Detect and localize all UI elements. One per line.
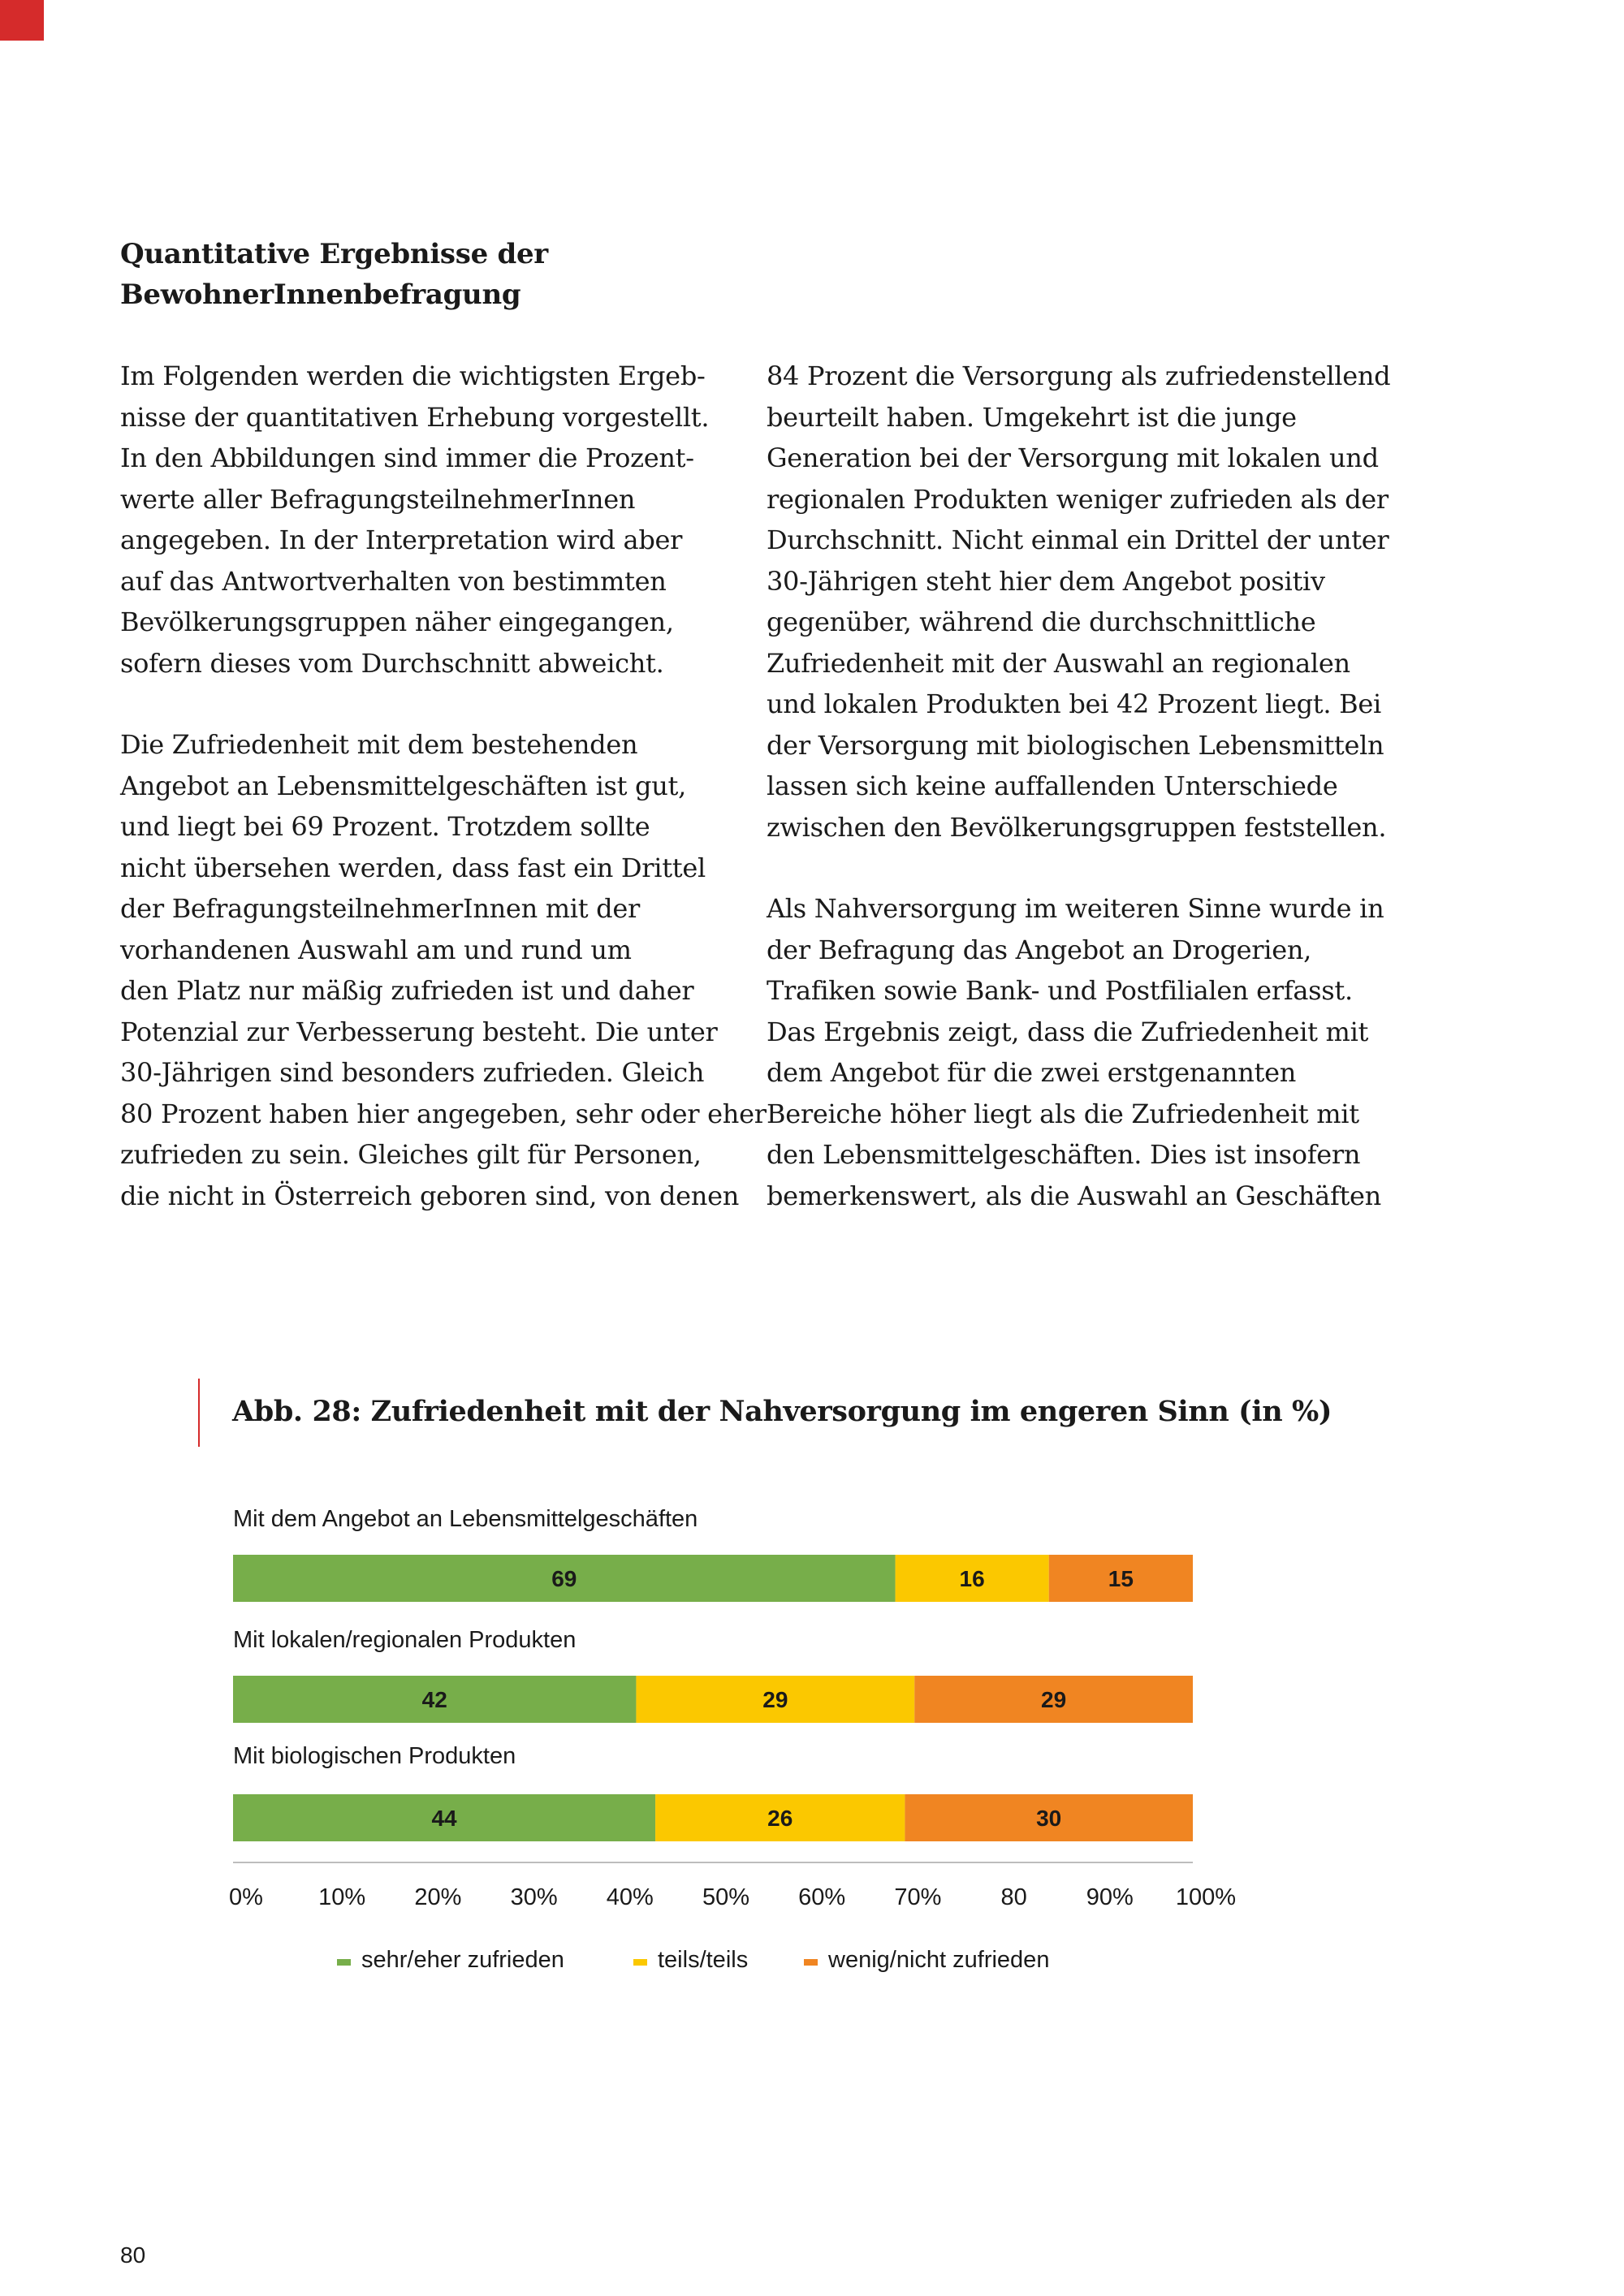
category-label: Mit lokalen/regionalen Produkten	[233, 1627, 577, 1653]
text-line: werte aller BefragungsteilnehmerInnen	[120, 483, 636, 515]
text-line: die nicht in Österreich geboren sind, von denen	[120, 1180, 740, 1211]
text-line: bemerkenswert, als die Auswahl an Geschäften	[767, 1180, 1381, 1211]
text-line: dem Angebot für die zwei erstgenannten	[767, 1057, 1297, 1088]
text-line: 80 Prozent haben hier angegeben, sehr oder eher	[120, 1098, 767, 1129]
text-line: zufrieden zu sein. Gleiches gilt für Personen,	[120, 1139, 702, 1170]
text-line: nicht übersehen werden, dass fast ein Drittel	[120, 852, 706, 883]
text-line: 30-Jährigen sind besonders zufrieden. Gleich	[120, 1057, 705, 1088]
text-line: den Platz nur mäßig zufrieden ist und daher	[120, 975, 694, 1006]
data-label: 30	[1036, 1806, 1062, 1831]
text-line: In den Abbildungen sind immer die Prozent-	[120, 442, 694, 473]
text-line: lassen sich keine auffallenden Unterschiede	[767, 770, 1338, 801]
text-line: Generation bei der Versorgung mit lokalen und	[767, 442, 1379, 473]
text-line: und liegt bei 69 Prozent. Trotzdem sollte	[120, 811, 650, 842]
data-label: 29	[762, 1687, 788, 1712]
legend-label: teils/teils	[658, 1947, 749, 1973]
tick-label: 100%	[1175, 1884, 1237, 1910]
legend-swatch	[633, 1959, 647, 1966]
text-line: Zufriedenheit mit der Auswahl an regionalen	[767, 647, 1350, 679]
text-line: Trafiken sowie Bank- und Postfilialen erfasst.	[767, 975, 1353, 1006]
figure-title: Abb. 28: Zufriedenheit mit der Nahversorgung im engeren Sinn (in %)	[232, 1395, 1332, 1428]
text-line: nisse der quantitativen Erhebung vorgestellt.	[120, 401, 710, 433]
tick-label: 80	[1000, 1884, 1027, 1910]
data-label: 69	[551, 1566, 577, 1591]
data-label: 42	[421, 1687, 447, 1712]
text-line: vorhandenen Auswahl am und rund um	[120, 934, 632, 965]
tick-label: 50%	[702, 1884, 750, 1910]
text-line: 84 Prozent die Versorgung als zufriedenstellend	[767, 360, 1391, 391]
text-line: regionalen Produkten weniger zufrieden als der	[767, 483, 1389, 515]
page-number: 80	[120, 2242, 146, 2268]
data-label: 26	[767, 1806, 793, 1831]
legend-swatch	[804, 1959, 818, 1966]
tick-label: 30%	[510, 1884, 558, 1910]
data-label: 16	[959, 1566, 985, 1591]
data-label: 29	[1041, 1687, 1067, 1712]
text-line: angegeben. In der Interpretation wird aber	[120, 524, 683, 555]
text-line: Angebot an Lebensmittelgeschäften ist gut,	[120, 770, 686, 801]
tick-label: 10%	[318, 1884, 366, 1910]
text-line: der Versorgung mit biologischen Lebensmitteln	[767, 729, 1384, 761]
legend-label: wenig/nicht zufrieden	[828, 1947, 1050, 1973]
tick-label: 90%	[1086, 1884, 1134, 1910]
text-line: Die Zufriedenheit mit dem bestehenden	[120, 729, 638, 760]
text-line: Potenzial zur Verbesserung besteht. Die unter	[120, 1016, 718, 1047]
data-label: 44	[431, 1806, 457, 1831]
text-line: Im Folgenden werden die wichtigsten Ergeb-	[120, 360, 706, 391]
heading-line: Quantitative Ergebnisse der	[120, 238, 548, 270]
text-line: Bereiche höher liegt als die Zufriedenheit mit	[767, 1098, 1359, 1129]
tick-label: 40%	[606, 1884, 654, 1910]
text-line: der BefragungsteilnehmerInnen mit der	[120, 893, 640, 924]
data-label: 15	[1108, 1566, 1134, 1591]
text-line: sofern dieses vom Durchschnitt abweicht.	[120, 647, 664, 679]
text-line: 30-Jährigen steht hier dem Angebot positiv	[767, 565, 1325, 597]
legend-swatch	[337, 1959, 351, 1966]
text-line: gegenüber, während die durchschnittliche	[767, 606, 1316, 637]
heading-line: BewohnerInnenbefragung	[120, 278, 521, 311]
tick-label: 60%	[798, 1884, 846, 1910]
legend-label: sehr/eher zufrieden	[361, 1947, 564, 1973]
text-line: der Befragung das Angebot an Drogerien,	[767, 934, 1312, 965]
text-line: Das Ergebnis zeigt, dass die Zufriedenheit mit	[767, 1016, 1369, 1047]
category-label: Mit dem Angebot an Lebensmittelgeschäften	[233, 1506, 698, 1532]
text-line: beurteilt haben. Umgekehrt ist die junge	[767, 401, 1297, 433]
text-line: Bevölkerungsgruppen näher eingegangen,	[120, 606, 674, 637]
text-line: auf das Antwortverhalten von bestimmten	[120, 565, 667, 597]
category-label: Mit biologischen Produkten	[233, 1743, 516, 1769]
tick-label: 20%	[414, 1884, 462, 1910]
text-line: Als Nahversorgung im weiteren Sinne wurde in	[767, 893, 1384, 924]
tick-label: 0%	[229, 1884, 263, 1910]
text-line: und lokalen Produkten bei 42 Prozent liegt. Bei	[767, 688, 1381, 719]
text-line: Durchschnitt. Nicht einmal ein Drittel der unter	[767, 524, 1389, 555]
text-line: zwischen den Bevölkerungsgruppen feststellen.	[767, 811, 1387, 843]
tick-label: 70%	[894, 1884, 942, 1910]
text-line: den Lebensmittelgeschäften. Dies ist insofern	[767, 1139, 1361, 1170]
